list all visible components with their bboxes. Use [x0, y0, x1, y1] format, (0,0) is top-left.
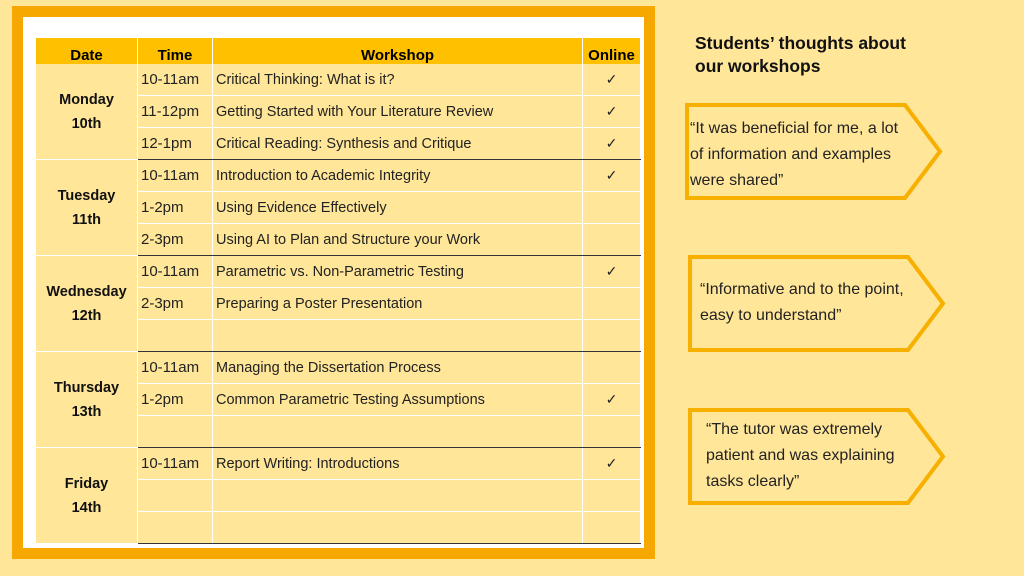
online-cell	[583, 320, 641, 352]
time-column-header: Time	[138, 38, 213, 64]
quote-1-line-2: of information and examples	[690, 146, 891, 163]
quote-3-line-2: patient and was explaining	[706, 447, 895, 464]
time-cell	[138, 512, 213, 544]
quote-callout-2	[688, 255, 946, 352]
time-cell: 10-11am	[138, 64, 213, 96]
schedule-table-container	[35, 38, 640, 544]
time-cell: 1-2pm	[138, 192, 213, 224]
online-check-icon: ✓	[583, 96, 641, 128]
workshop-cell: Using Evidence Effectively	[213, 192, 583, 224]
feedback-heading	[695, 32, 906, 78]
online-column-header: Online	[583, 38, 641, 64]
day-cell	[36, 448, 138, 544]
workshop-cell: Parametric vs. Non-Parametric Testing	[213, 256, 583, 288]
online-check-icon: ✓	[583, 384, 641, 416]
online-cell	[583, 224, 641, 256]
workshop-cell	[213, 416, 583, 448]
workshop-cell: Critical Reading: Synthesis and Critique	[213, 128, 583, 160]
online-check-icon: ✓	[583, 64, 641, 96]
workshop-cell	[213, 512, 583, 544]
table-row	[36, 448, 641, 480]
time-cell: 1-2pm	[138, 384, 213, 416]
schedule-body	[36, 64, 641, 544]
day-name: Tuesday	[57, 187, 116, 204]
time-cell	[138, 320, 213, 352]
workshop-cell: Critical Thinking: What is it?	[213, 64, 583, 96]
day-name: Wednesday	[46, 283, 127, 300]
workshop-cell	[213, 320, 583, 352]
time-cell: 2-3pm	[138, 224, 213, 256]
quote-1-line-1: “It was beneficial for me, a lot	[690, 120, 899, 137]
online-cell	[583, 512, 641, 544]
online-cell	[583, 480, 641, 512]
table-header-row	[36, 38, 641, 64]
day-name: Thursday	[53, 379, 120, 396]
day-date: 14th	[71, 499, 102, 516]
day-cell	[36, 64, 138, 160]
workshop-cell: Preparing a Poster Presentation	[213, 288, 583, 320]
workshop-column-header: Workshop	[213, 38, 583, 64]
quote-text-3	[706, 417, 931, 495]
quote-callout-3	[688, 408, 946, 505]
day-date: 13th	[71, 403, 102, 420]
time-cell: 10-11am	[138, 448, 213, 480]
table-row	[36, 64, 641, 96]
online-cell	[583, 288, 641, 320]
workshop-cell: Using AI to Plan and Structure your Work	[213, 224, 583, 256]
online-cell	[583, 352, 641, 384]
quote-2-line-2: easy to understand”	[700, 307, 842, 324]
quote-3-line-1: “The tutor was extremely	[706, 421, 883, 438]
quote-text-2	[700, 277, 930, 329]
day-date: 12th	[71, 307, 102, 324]
table-row	[36, 352, 641, 384]
workshop-schedule-table	[35, 38, 641, 544]
time-cell: 10-11am	[138, 256, 213, 288]
time-cell: 12-1pm	[138, 128, 213, 160]
online-cell	[583, 192, 641, 224]
quote-2-line-1: “Informative and to the point,	[700, 281, 904, 298]
day-cell	[36, 256, 138, 352]
day-cell	[36, 160, 138, 256]
day-cell	[36, 352, 138, 448]
workshop-cell: Getting Started with Your Literature Review	[213, 96, 583, 128]
time-cell	[138, 480, 213, 512]
day-name: Monday	[59, 91, 114, 108]
online-check-icon: ✓	[583, 128, 641, 160]
time-cell: 10-11am	[138, 160, 213, 192]
workshop-cell: Common Parametric Testing Assumptions	[213, 384, 583, 416]
time-cell: 10-11am	[138, 352, 213, 384]
workshop-cell	[213, 480, 583, 512]
table-row	[36, 160, 641, 192]
time-cell: 11-12pm	[138, 96, 213, 128]
table-row	[36, 256, 641, 288]
online-check-icon: ✓	[583, 160, 641, 192]
quote-callout-1	[685, 103, 943, 200]
quote-3-line-3: tasks clearly”	[706, 473, 800, 490]
online-cell	[583, 416, 641, 448]
workshop-cell: Report Writing: Introductions	[213, 448, 583, 480]
quote-1-line-3: were shared”	[690, 172, 784, 189]
day-date: 11th	[71, 211, 101, 228]
workshop-cell: Introduction to Academic Integrity	[213, 160, 583, 192]
online-check-icon: ✓	[583, 448, 641, 480]
day-date: 10th	[71, 115, 102, 132]
online-check-icon: ✓	[583, 256, 641, 288]
time-cell: 2-3pm	[138, 288, 213, 320]
feedback-heading-line1: Students’ thoughts about	[695, 33, 906, 53]
workshop-cell: Managing the Dissertation Process	[213, 352, 583, 384]
feedback-heading-line2: our workshops	[695, 56, 821, 76]
time-cell	[138, 416, 213, 448]
date-column-header: Date	[36, 38, 138, 64]
quote-text-1	[690, 116, 920, 194]
day-name: Friday	[64, 475, 109, 492]
